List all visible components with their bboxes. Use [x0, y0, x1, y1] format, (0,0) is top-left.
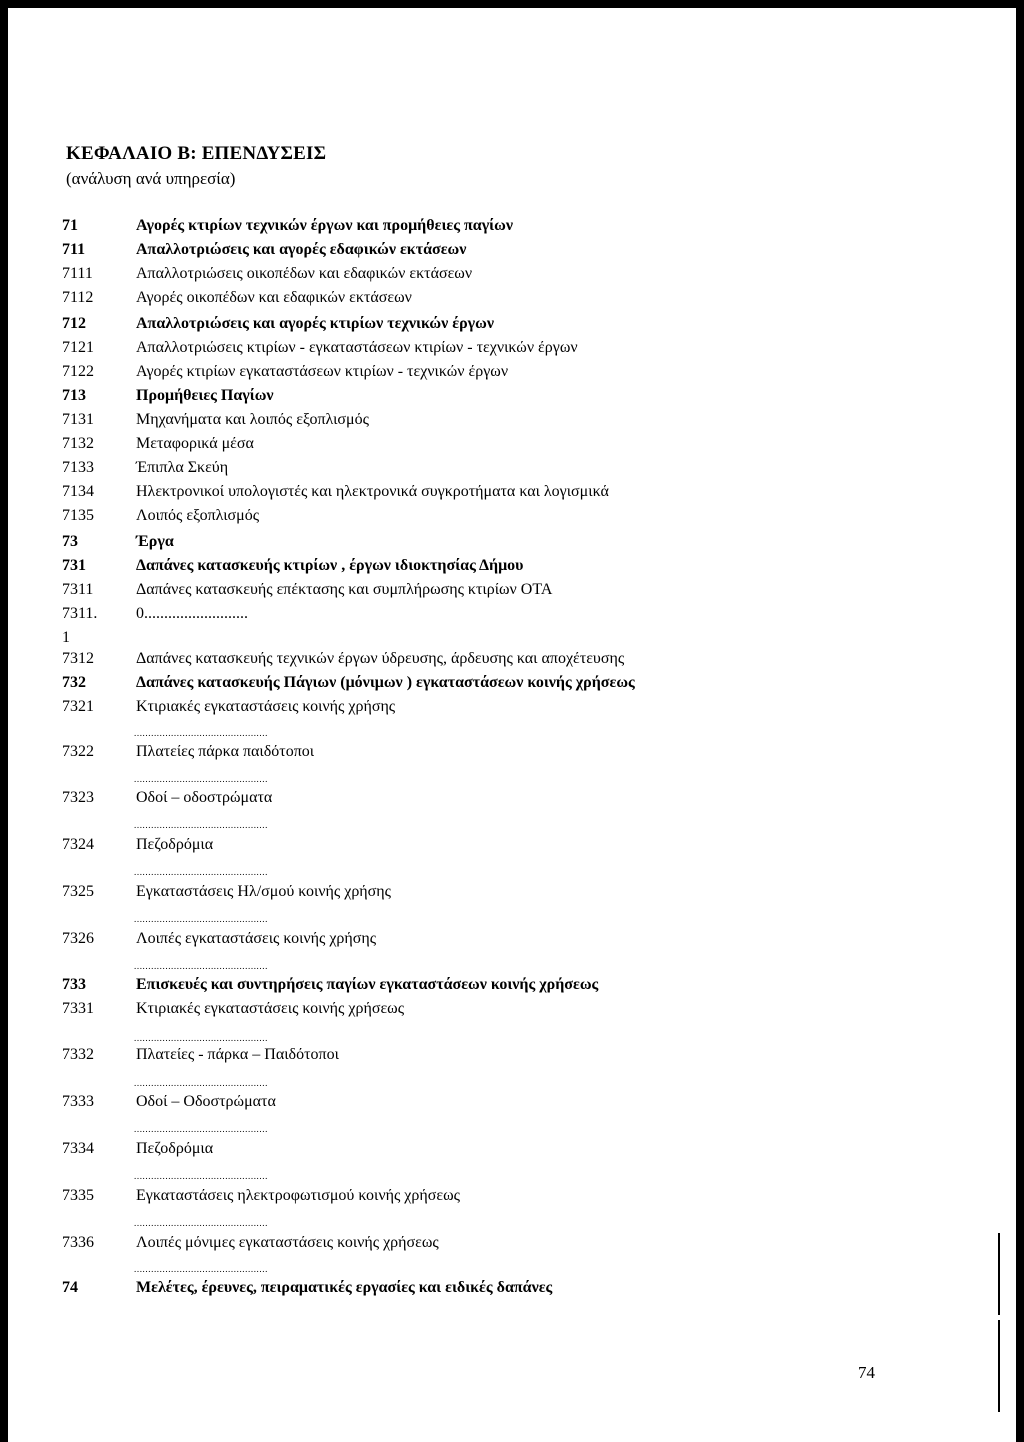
- account-label: Κτιριακές εγκαταστάσεις κοινής χρήσης: [136, 698, 396, 715]
- dotted-fill-line: ...............................................: [134, 1033, 268, 1043]
- account-label: Λοιπές μόνιμες εγκαταστάσεις κοινής χρήσεως: [136, 1234, 439, 1251]
- account-label: Απαλλοτριώσεις και αγορές κτιρίων τεχνικών έργων: [136, 315, 494, 332]
- list-item: [0, 602, 1000, 626]
- list-item: [0, 1184, 1000, 1208]
- chapter-subtitle: (ανάλυση ανά υπηρεσία): [66, 169, 236, 188]
- margin-rule: [998, 1233, 1000, 1315]
- account-code: 7134: [62, 483, 94, 500]
- account-label: Απαλλοτριώσεις κτιρίων - εγκαταστάσεων κτιρίων - τεχνικών έργων: [136, 339, 578, 356]
- account-label: Πεζοδρόμια: [136, 836, 214, 853]
- account-code: 7333: [62, 1093, 94, 1110]
- account-code: 733: [62, 976, 86, 993]
- list-item: [0, 504, 1000, 528]
- account-label: Αγορές κτιρίων τεχνικών έργων και προμήθειες παγίων: [136, 217, 513, 234]
- account-label: Πλατείες πάρκα παιδότοποι: [136, 743, 315, 760]
- list-item: [0, 480, 1000, 504]
- account-code: 7312: [62, 650, 94, 667]
- account-code: 74: [62, 1279, 78, 1296]
- account-label: 0..........................: [136, 605, 248, 622]
- list-item: [0, 973, 1000, 997]
- list-item: [0, 286, 1000, 310]
- account-code: 7331: [62, 1000, 94, 1017]
- account-code: 7323: [62, 789, 94, 806]
- account-code: 7112: [62, 289, 94, 306]
- dotted-fill-line: ...............................................: [134, 820, 268, 830]
- account-code: 7335: [62, 1187, 94, 1204]
- account-code: 7324: [62, 836, 94, 853]
- account-code: 7311: [62, 581, 94, 598]
- account-label: Λοιπές εγκαταστάσεις κοινής χρήσης: [136, 930, 377, 947]
- list-item: [0, 927, 1000, 951]
- page-number: 74: [858, 1363, 875, 1382]
- account-code: 7332: [62, 1046, 94, 1063]
- account-code: 7311.: [62, 605, 98, 622]
- dotted-fill-line: ...............................................: [134, 1078, 268, 1088]
- account-label: Δαπάνες κατασκευής κτιρίων , έργων ιδιοκτησίας Δήμου: [136, 557, 524, 574]
- account-label: Δαπάνες κατασκευής Πάγιων (μόνιμων ) εγκαταστάσεων κοινής χρήσεως: [136, 674, 635, 691]
- account-code: 7325: [62, 883, 94, 900]
- account-label: Δαπάνες κατασκευής τεχνικών έργων ύδρευσης, άρδευσης και αποχέτευσης: [136, 650, 625, 667]
- list-item: [0, 336, 1000, 360]
- list-item: [0, 214, 1000, 238]
- list-item: [0, 578, 1000, 602]
- account-code: 712: [62, 315, 86, 332]
- list-item: [0, 384, 1000, 408]
- account-label: Μηχανήματα και λοιπός εξοπλισμός: [136, 411, 369, 428]
- account-label: Προμήθειες Παγίων: [136, 387, 274, 404]
- dotted-fill-line: ...............................................: [134, 961, 268, 971]
- margin-rule: [998, 1320, 1000, 1412]
- account-label: Οδοί – οδοστρώματα: [136, 789, 273, 806]
- dotted-fill-line: ...............................................: [134, 774, 268, 784]
- list-item: [0, 1090, 1000, 1114]
- list-item: [0, 432, 1000, 456]
- dotted-fill-line: ...............................................: [134, 1218, 268, 1228]
- list-item: [0, 671, 1000, 695]
- list-item: [0, 786, 1000, 810]
- account-code: 71: [62, 217, 78, 234]
- dotted-fill-line: ...............................................: [134, 1124, 268, 1134]
- account-code: 7133: [62, 459, 94, 476]
- account-label: Απαλλοτριώσεις και αγορές εδαφικών εκτάσεων: [136, 241, 467, 258]
- list-item: [0, 997, 1000, 1021]
- account-code: 713: [62, 387, 86, 404]
- account-code: 7321: [62, 698, 94, 715]
- list-item: [0, 1231, 1000, 1255]
- account-label: Έπιπλα Σκεύη: [136, 459, 229, 476]
- account-label: Εγκαταστάσεις Ηλ/σμού κοινής χρήσης: [136, 883, 391, 900]
- list-item: [0, 530, 1000, 554]
- account-code: 7334: [62, 1140, 94, 1157]
- list-item: [0, 456, 1000, 480]
- account-code: 7135: [62, 507, 94, 524]
- account-label: Έργα: [136, 533, 174, 550]
- account-label: Αγορές κτιρίων εγκαταστάσεων κτιρίων - τεχνικών έργων: [136, 363, 509, 380]
- account-code: 1: [62, 629, 70, 646]
- dotted-fill-line: ...............................................: [134, 867, 268, 877]
- account-label: Αγορές οικοπέδων και εδαφικών εκτάσεων: [136, 289, 412, 306]
- account-label: Λοιπός εξοπλισμός: [136, 507, 260, 524]
- dotted-fill-line: ...............................................: [134, 1171, 268, 1181]
- list-item: [0, 360, 1000, 384]
- list-item: [0, 408, 1000, 432]
- account-label: Μεταφορικά μέσα: [136, 435, 254, 452]
- list-item: [0, 833, 1000, 857]
- dotted-fill-line: ...............................................: [134, 728, 268, 738]
- list-item: [0, 238, 1000, 262]
- chapter-title: ΚΕΦΑΛΑΙΟ Β: ΕΠΕΝΔΥΣΕΙΣ: [66, 143, 327, 164]
- list-item: [0, 262, 1000, 286]
- list-item: [0, 1276, 1000, 1300]
- account-code: 7122: [62, 363, 94, 380]
- account-label: Οδοί – Οδοστρώματα: [136, 1093, 276, 1110]
- account-code: 732: [62, 674, 86, 691]
- account-code: 7121: [62, 339, 94, 356]
- list-item: [0, 880, 1000, 904]
- account-code: 7131: [62, 411, 94, 428]
- account-code: 7132: [62, 435, 94, 452]
- list-item: [0, 695, 1000, 719]
- account-label: Κτιριακές εγκαταστάσεις κοινής χρήσεως: [136, 1000, 405, 1017]
- account-code: 73: [62, 533, 78, 550]
- account-code: 7326: [62, 930, 94, 947]
- account-label: Πεζοδρόμια: [136, 1140, 214, 1157]
- list-item: [0, 1137, 1000, 1161]
- list-item: [0, 312, 1000, 336]
- list-item: [0, 554, 1000, 578]
- list-item: [0, 647, 1000, 671]
- account-label: Μελέτες, έρευνες, πειραματικές εργασίες και ειδικές δαπάνες: [136, 1279, 553, 1296]
- dotted-fill-line: ...............................................: [134, 1264, 268, 1274]
- account-code: 711: [62, 241, 86, 258]
- account-label: Δαπάνες κατασκευής επέκτασης και συμπλήρωσης κτιρίων ΟΤΑ: [136, 581, 553, 598]
- account-code: 7322: [62, 743, 94, 760]
- account-label: Ηλεκτρονικοί υπολογιστές και ηλεκτρονικά συγκροτήματα και λογισμικά: [136, 483, 609, 500]
- account-code: 7111: [62, 265, 93, 282]
- list-item: [0, 740, 1000, 764]
- account-code: 731: [62, 557, 86, 574]
- dotted-fill-line: ...............................................: [134, 914, 268, 924]
- account-label: Απαλλοτριώσεις οικοπέδων και εδαφικών εκτάσεων: [136, 265, 473, 282]
- account-label: Επισκευές και συντηρήσεις παγίων εγκαταστάσεων κοινής χρήσεως: [136, 976, 599, 993]
- account-code: 7336: [62, 1234, 94, 1251]
- list-item: [0, 1043, 1000, 1067]
- account-label: Εγκαταστάσεις ηλεκτροφωτισμού κοινής χρήσεως: [136, 1187, 460, 1204]
- account-label: Πλατείες - πάρκα – Παιδότοποι: [136, 1046, 339, 1063]
